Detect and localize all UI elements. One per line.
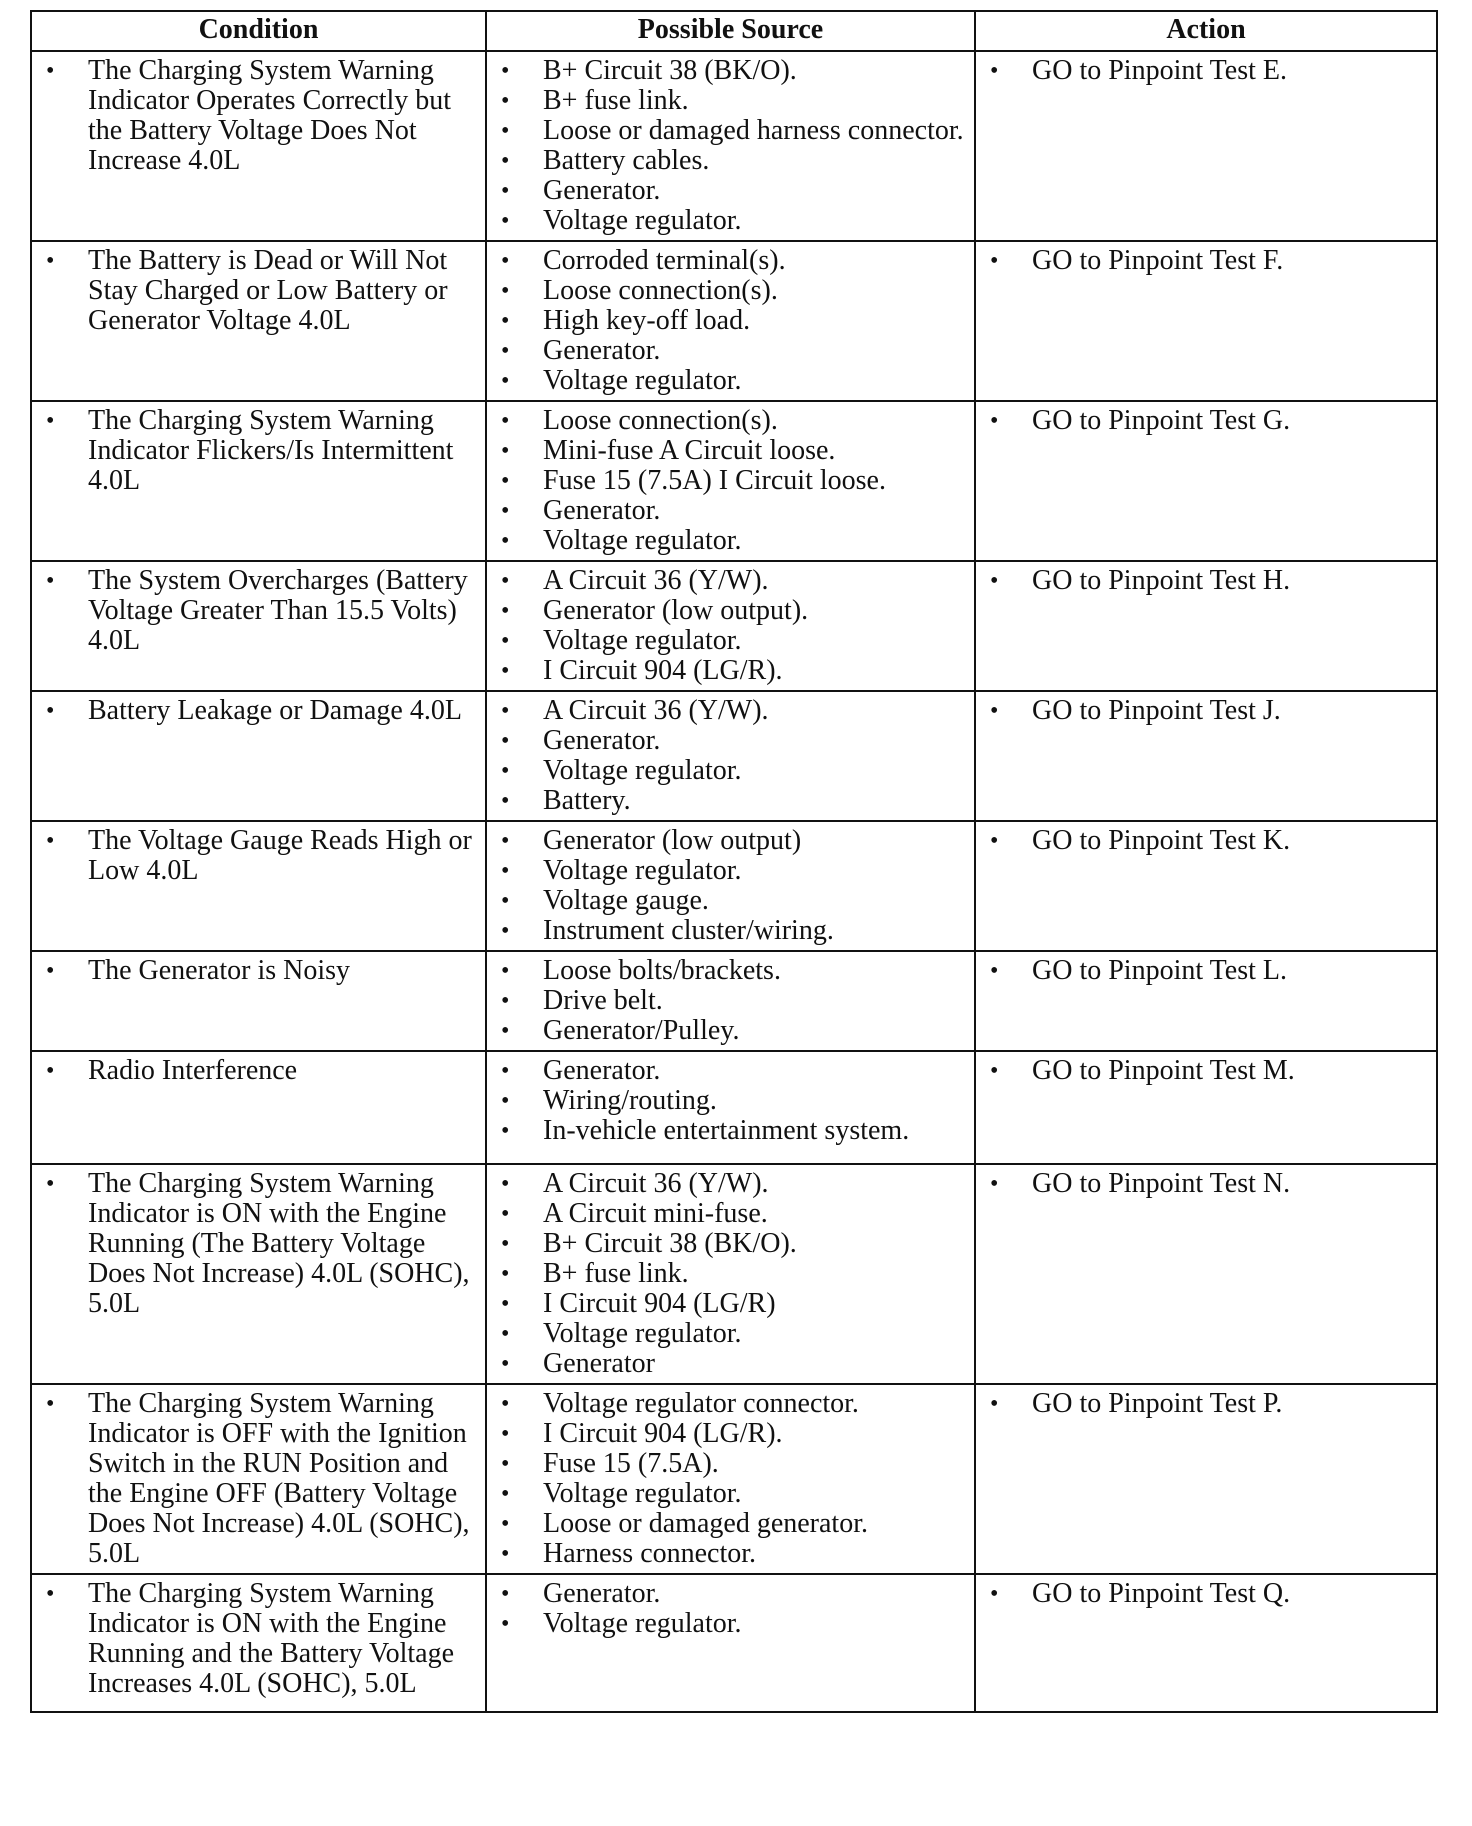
table-row [31,821,1437,951]
source-item: • Fuse 15 (7.5A). [497,1449,966,1479]
possible-source-cell [486,821,975,951]
action-cell [975,51,1437,241]
condition-cell [31,561,486,691]
table-row [31,691,1437,821]
source-item: • High key-off load. [497,306,966,336]
source-item: • Loose connection(s). [497,406,966,436]
pinpoint-test-reference: • GO to Pinpoint Test Q. [986,1579,1428,1609]
action-cell [975,241,1437,401]
condition-text: • The Charging System Warning Indicator Flickers/Is Intermittent 4.0L [42,406,477,496]
source-item: • Battery. [497,786,966,816]
source-item: • Fuse 15 (7.5A) I Circuit loose. [497,466,966,496]
action-cell [975,1574,1437,1712]
source-item: • Voltage regulator. [497,1319,966,1349]
action-cell [975,561,1437,691]
source-item: • Loose bolts/brackets. [497,956,966,986]
condition-cell [31,1164,486,1384]
source-item: • Generator (low output). [497,596,966,626]
possible-source-cell [486,1384,975,1574]
condition-text: • The Battery is Dead or Will Not Stay Charged or Low Battery or Generator Voltage 4.0L [42,246,477,336]
diagnosis-sheet [30,10,1436,1713]
source-item: • Voltage regulator connector. [497,1389,966,1419]
pinpoint-test-reference: • GO to Pinpoint Test P. [986,1389,1428,1419]
source-item: • Voltage regulator. [497,1609,966,1639]
condition-header: Condition [31,11,486,51]
source-item: • Generator. [497,336,966,366]
pinpoint-test-reference: • GO to Pinpoint Test J. [986,696,1428,726]
condition-text: • Battery Leakage or Damage 4.0L [42,696,477,726]
source-item: • Loose or damaged generator. [497,1509,966,1539]
table-row [31,561,1437,691]
condition-cell [31,1051,486,1164]
action-cell [975,821,1437,951]
condition-text: • The System Overcharges (Battery Voltage Greater Than 15.5 Volts) 4.0L [42,566,477,656]
condition-cell [31,1574,486,1712]
pinpoint-test-reference: • GO to Pinpoint Test F. [986,246,1428,276]
table-row [31,241,1437,401]
table-row [31,951,1437,1051]
condition-text: • The Charging System Warning Indicator is ON with the Engine Running (The Battery Voltage Does Not Increase) 4.0L (SOHC), 5.0L [42,1169,477,1319]
source-item: • Battery cables. [497,146,966,176]
source-item: • A Circuit mini-fuse. [497,1199,966,1229]
source-item: • Voltage regulator. [497,366,966,396]
pinpoint-test-reference: • GO to Pinpoint Test G. [986,406,1428,436]
pinpoint-test-reference: • GO to Pinpoint Test M. [986,1056,1428,1086]
condition-text: • The Charging System Warning Indicator is ON with the Engine Running and the Battery Voltage Increases 4.0L (SOHC), 5.0L [42,1579,477,1699]
action-cell [975,1384,1437,1574]
condition-cell [31,51,486,241]
possible-source-header: Possible Source [486,11,975,51]
pinpoint-test-reference: • GO to Pinpoint Test N. [986,1169,1428,1199]
source-item: • Voltage regulator. [497,526,966,556]
source-item: • B+ fuse link. [497,1259,966,1289]
possible-source-cell [486,561,975,691]
source-item: • Generator [497,1349,966,1379]
condition-text: • The Charging System Warning Indicator is OFF with the Ignition Switch in the RUN Position and the Engine OFF (Battery Voltage Does Not Increase) 4.0L (SOHC), 5.0L [42,1389,477,1569]
source-item: • Generator. [497,726,966,756]
source-item: • Voltage regulator. [497,856,966,886]
source-item: • A Circuit 36 (Y/W). [497,566,966,596]
possible-source-cell [486,51,975,241]
condition-text: • Radio Interference [42,1056,477,1086]
header-row [31,11,1437,51]
table-row [31,1574,1437,1712]
source-item: • Mini-fuse A Circuit loose. [497,436,966,466]
source-item: • Corroded terminal(s). [497,246,966,276]
source-item: • Generator/Pulley. [497,1016,966,1046]
source-item: • Generator. [497,1579,966,1609]
action-cell [975,951,1437,1051]
pinpoint-test-reference: • GO to Pinpoint Test L. [986,956,1428,986]
pinpoint-test-reference: • GO to Pinpoint Test K. [986,826,1428,856]
source-item: • Generator (low output) [497,826,966,856]
table-row [31,1051,1437,1164]
source-item: • B+ fuse link. [497,86,966,116]
possible-source-cell [486,1164,975,1384]
source-item: • Drive belt. [497,986,966,1016]
possible-source-cell [486,1051,975,1164]
possible-source-cell [486,951,975,1051]
symptom-chart-table [30,10,1438,1713]
source-item: • Generator. [497,1056,966,1086]
source-item: • B+ Circuit 38 (BK/O). [497,1229,966,1259]
source-item: • Generator. [497,496,966,526]
source-item: • Generator. [497,176,966,206]
source-item: • A Circuit 36 (Y/W). [497,1169,966,1199]
action-cell [975,691,1437,821]
condition-cell [31,241,486,401]
condition-text: • The Charging System Warning Indicator Operates Correctly but the Battery Voltage Does Not Increase 4.0L [42,56,477,176]
condition-text: • The Voltage Gauge Reads High or Low 4.0L [42,826,477,886]
source-item: • B+ Circuit 38 (BK/O). [497,56,966,86]
source-item: • I Circuit 904 (LG/R). [497,656,966,686]
table-row [31,1384,1437,1574]
source-item: • Loose connection(s). [497,276,966,306]
source-item: • I Circuit 904 (LG/R) [497,1289,966,1319]
possible-source-cell [486,241,975,401]
source-item: • Voltage regulator. [497,626,966,656]
source-item: • Wiring/routing. [497,1086,966,1116]
pinpoint-test-reference: • GO to Pinpoint Test E. [986,56,1428,86]
action-cell [975,1051,1437,1164]
possible-source-cell [486,691,975,821]
condition-cell [31,1384,486,1574]
source-item: • Harness connector. [497,1539,966,1569]
source-item: • In-vehicle entertainment system. [497,1116,966,1146]
condition-cell [31,951,486,1051]
action-cell [975,401,1437,561]
table-body [31,51,1437,1712]
table-row [31,1164,1437,1384]
action-cell [975,1164,1437,1384]
possible-source-cell [486,1574,975,1712]
table-row [31,51,1437,241]
condition-text: • The Generator is Noisy [42,956,477,986]
condition-cell [31,401,486,561]
source-item: • Voltage regulator. [497,756,966,786]
condition-cell [31,691,486,821]
action-header: Action [975,11,1437,51]
source-item: • A Circuit 36 (Y/W). [497,696,966,726]
source-item: • Voltage gauge. [497,886,966,916]
source-item: • I Circuit 904 (LG/R). [497,1419,966,1449]
condition-cell [31,821,486,951]
source-item: • Voltage regulator. [497,206,966,236]
source-item: • Voltage regulator. [497,1479,966,1509]
possible-source-cell [486,401,975,561]
table-row [31,401,1437,561]
pinpoint-test-reference: • GO to Pinpoint Test H. [986,566,1428,596]
source-item: • Loose or damaged harness connector. [497,116,966,146]
source-item: • Instrument cluster/wiring. [497,916,966,946]
